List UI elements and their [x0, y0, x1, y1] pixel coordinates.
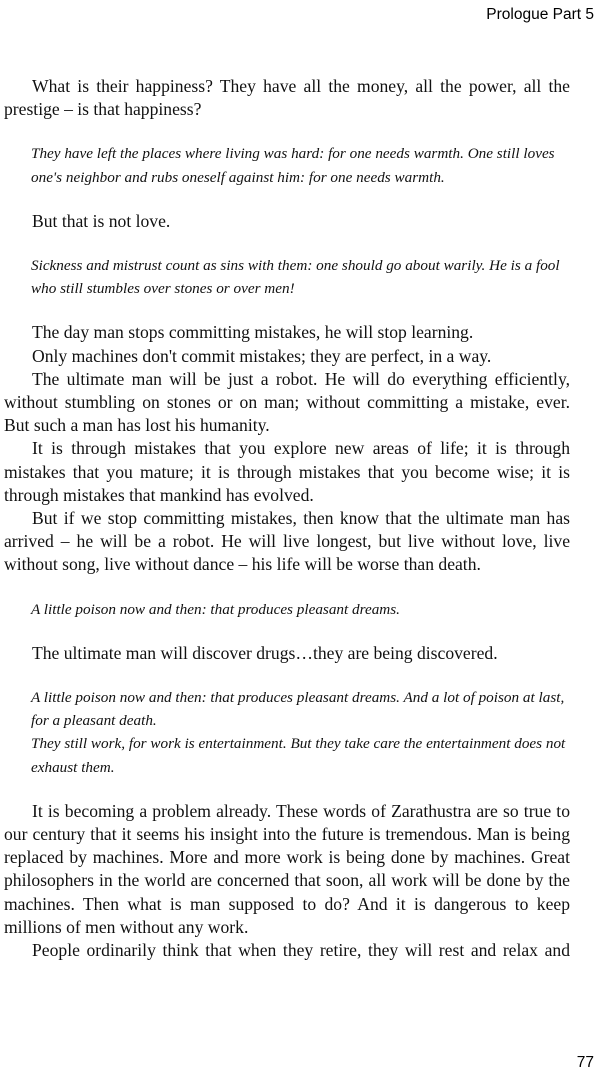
- quotation: They have left the places where living was hard: for one needs warmth. One still loves one's neighbor and rubs oneself against him: for one needs warmth.: [31, 145, 555, 186]
- quotation: A little poison now and then: that produces pleasant dreams. And a lot of poison at last, for a pleasant death.: [31, 689, 565, 730]
- paragraph: The day man stops committing mistakes, he will stop learning.: [32, 322, 474, 343]
- page-number: 77: [576, 1054, 594, 1071]
- quotation: Sickness and mistrust count as sins with them: one should go about warily. He is a fool who still stumbles over stones or over men!: [31, 257, 560, 298]
- page-body: [4, 75, 570, 962]
- paragraph: Only machines don't commit mistakes; they are perfect, in a way.: [32, 345, 492, 366]
- paragraph: But if we stop committing mistakes, then know that the ultimate man has arrived – he will be a robot. He will live longest, but live without love, live without song, live without dance – his life will be worse than death.: [4, 508, 570, 575]
- paragraph: People ordinarily think that when they retire, they will rest and relax and: [32, 940, 570, 961]
- quotation: A little poison now and then: that produces pleasant dreams.: [31, 600, 400, 618]
- running-header: Prologue Part 5: [486, 6, 594, 23]
- paragraph: The ultimate man will be just a robot. He will do everything efficiently, without stumbling on stones or on man; without committing a mistake, ever. But such a man has lost his humanity.: [4, 368, 570, 436]
- paragraph: But that is not love.: [32, 210, 171, 231]
- paragraph: The ultimate man will discover drugs…they are being discovered.: [32, 642, 498, 663]
- paragraph: What is their happiness? They have all the money, all the power, all the prestige – is that happiness?: [4, 76, 570, 120]
- quotation: They still work, for work is entertainment. But they take care the entertainment does not exhaust them.: [31, 735, 566, 776]
- paragraph: It is through mistakes that you explore new areas of life; it is through mistakes that you mature; it is through mistakes that you become wise; it is through mistakes that mankind has evolved.: [4, 438, 570, 505]
- paragraph: It is becoming a problem already. These words of Zarathustra are so true to our century that it seems his insight into the future is tremendous. Man is being replaced by machines. More and more work is being done by machines. Great philosophers in the world are concerned that soon, all work will be done by the machines. Then what is man supposed to do? And it is dangerous to keep millions of men without any work.: [4, 800, 570, 937]
